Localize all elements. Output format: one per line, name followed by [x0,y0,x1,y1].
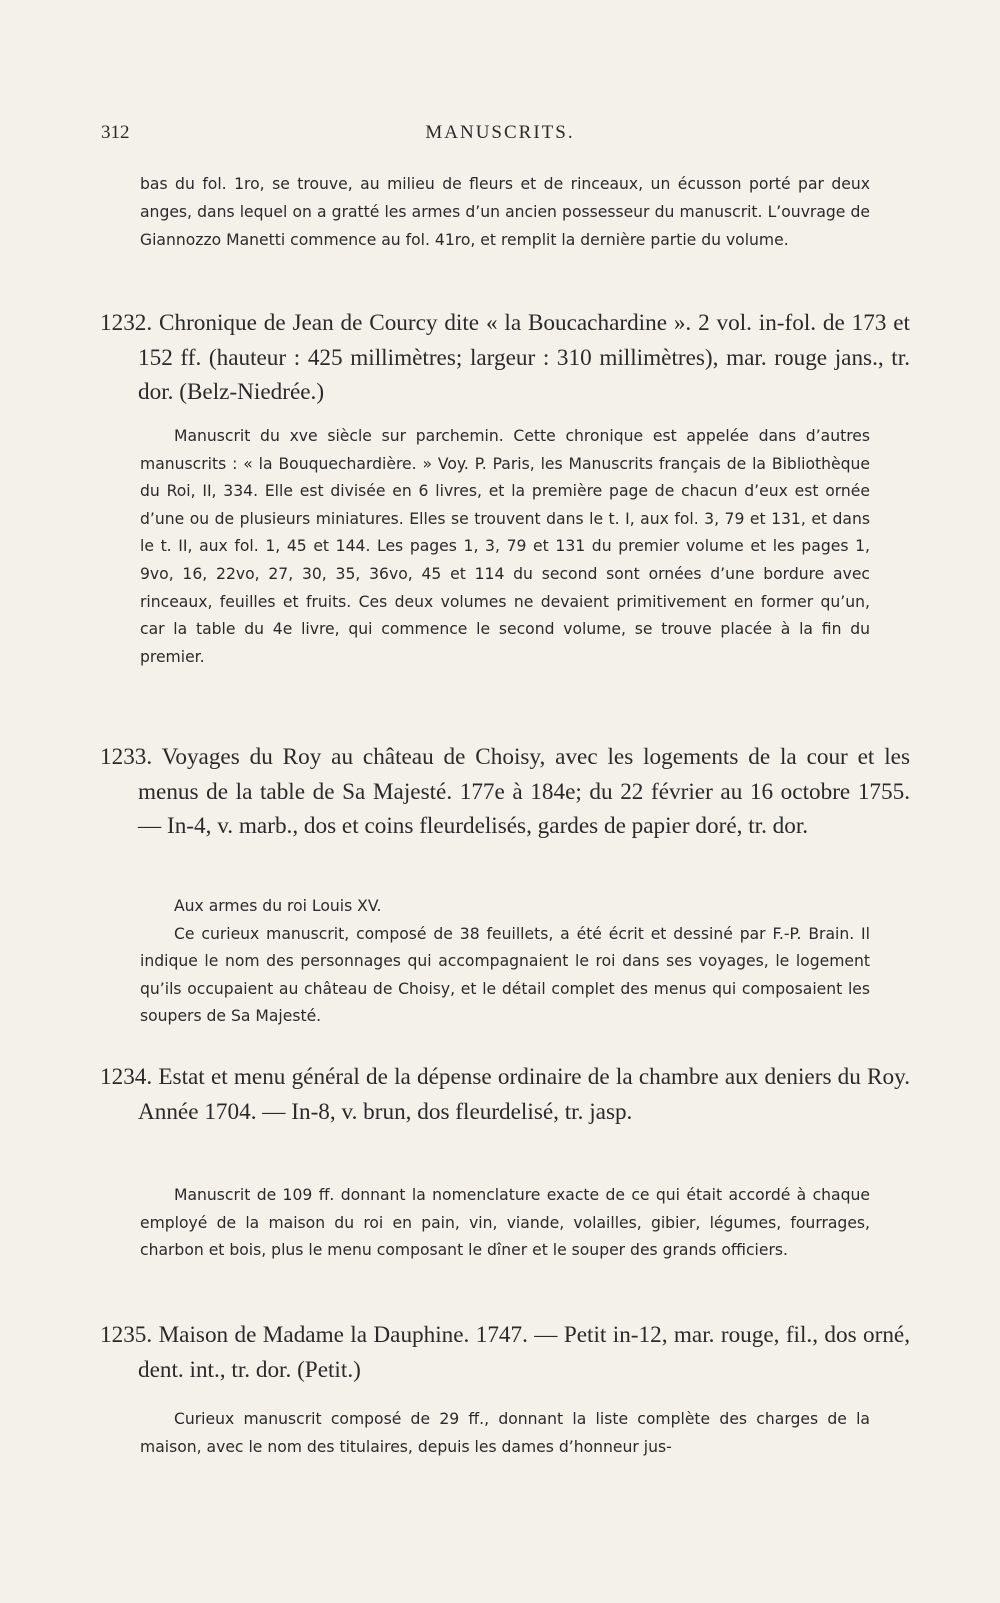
catalog-entry-1233 [100,740,910,844]
note-paragraph: Aux armes du roi Louis XV. [174,897,382,915]
entry-number: 1233. [100,744,153,770]
note-paragraph: Manuscrit du xve siècle sur parchemin. Cette chronique est appelée dans d’autres manuscrits : « la Bouquechardière. » Voy. P. Paris, les Manuscrits français de la Bibliothèque du Roi, II, 334. Elle est divisée en 6 livres, et la première page de chacun d’eux est ornée d’une ou de plusieurs miniatures. Elles se trouvent dans le t. I, aux fol. 3, 79 et 131, et dans le t. II, aux fol. 1, 45 et 144. Les pages 1, 3, 79 et 131 du premier volume et les pages 1, 9vo, 16, 22vo, 27, 30, 35, 36vo, 45 et 114 du second sont ornées d’une bordure avec rinceaux, feuilles et fruits. Ces deux volumes ne devaient primitivement en former qu’un, car la table du 4e livre, qui commence le second volume, se trouve placée à la fin du premier. [140,427,870,666]
entry-title: Chronique de Jean de Courcy dite « la Boucachardine ». 2 vol. in-fol. de 173 et 152 ff. (hauteur : 425 millimètres; largeur : 310 millimètres), mar. rouge jans., tr. dor. (Belz-Niedrée.) [138,310,910,405]
entry-title: Maison de Madame la Dauphine. 1747. — Petit in-12, mar. rouge, fil., dos orné, dent. int., tr. dor. (Petit.) [138,1322,910,1383]
opening-paragraph: bas du fol. 1ro, se trouve, au milieu de fleurs et de rinceaux, un écusson porté par deux anges, dans lequel on a gratté les armes d’un ancien possesseur du manuscrit. L’ouvrage de Giannozzo Manetti commence au fol. 41ro, et remplit la dernière partie du volume. [140,175,870,250]
entry-note-1234 [140,1182,870,1265]
page-header [0,122,1000,146]
running-head: MANUSCRITS. [425,122,575,143]
catalog-entry-1232 [100,306,910,410]
note-paragraph: Curieux manuscrit composé de 29 ff., donnant la liste complète des charges de la maison, avec le nom des titulaires, depuis les dames d’honneur jus- [140,1410,870,1456]
entry-note-1232 [140,423,870,671]
note-paragraph: Ce curieux manuscrit, composé de 38 feuillets, a été écrit et dessiné par F.-P. Brain. Il indique le nom des personnages qui accompagnaient le roi dans ses voyages, le logement qu’ils occupaient au château de Choisy, et le détail complet des menus qui composaient les soupers de Sa Majesté. [140,924,870,1026]
catalog-entry-1234 [100,1060,910,1129]
entry-note-1235 [140,1406,870,1461]
entry-number: 1235. [100,1322,153,1348]
entry-note-1233 [140,893,870,1031]
page-number: 312 [101,122,130,143]
entry-number: 1234. [100,1064,153,1090]
entry-number: 1232. [100,310,153,336]
catalog-entry-1235 [100,1318,910,1387]
entry-title: Estat et menu général de la dépense ordinaire de la chambre aux deniers du Roy. Année 1704. — In-8, v. brun, dos fleurdelisé, tr. jasp. [138,1064,911,1125]
note-paragraph: Manuscrit de 109 ff. donnant la nomenclature exacte de ce qui était accordé à chaque employé de la maison du roi en pain, vin, viande, volailles, gibier, légumes, fourrages, charbon et bois, plus le menu composant le dîner et le souper des grands officiers. [140,1186,870,1260]
entry-title: Voyages du Roy au château de Choisy, avec les logements de la cour et les menus de la table de Sa Majesté. 177e à 184e; du 22 février au 16 octobre 1755. — In-4, v. marb., dos et coins fleurdelisés, gardes de papier doré, tr. dor. [138,744,910,839]
